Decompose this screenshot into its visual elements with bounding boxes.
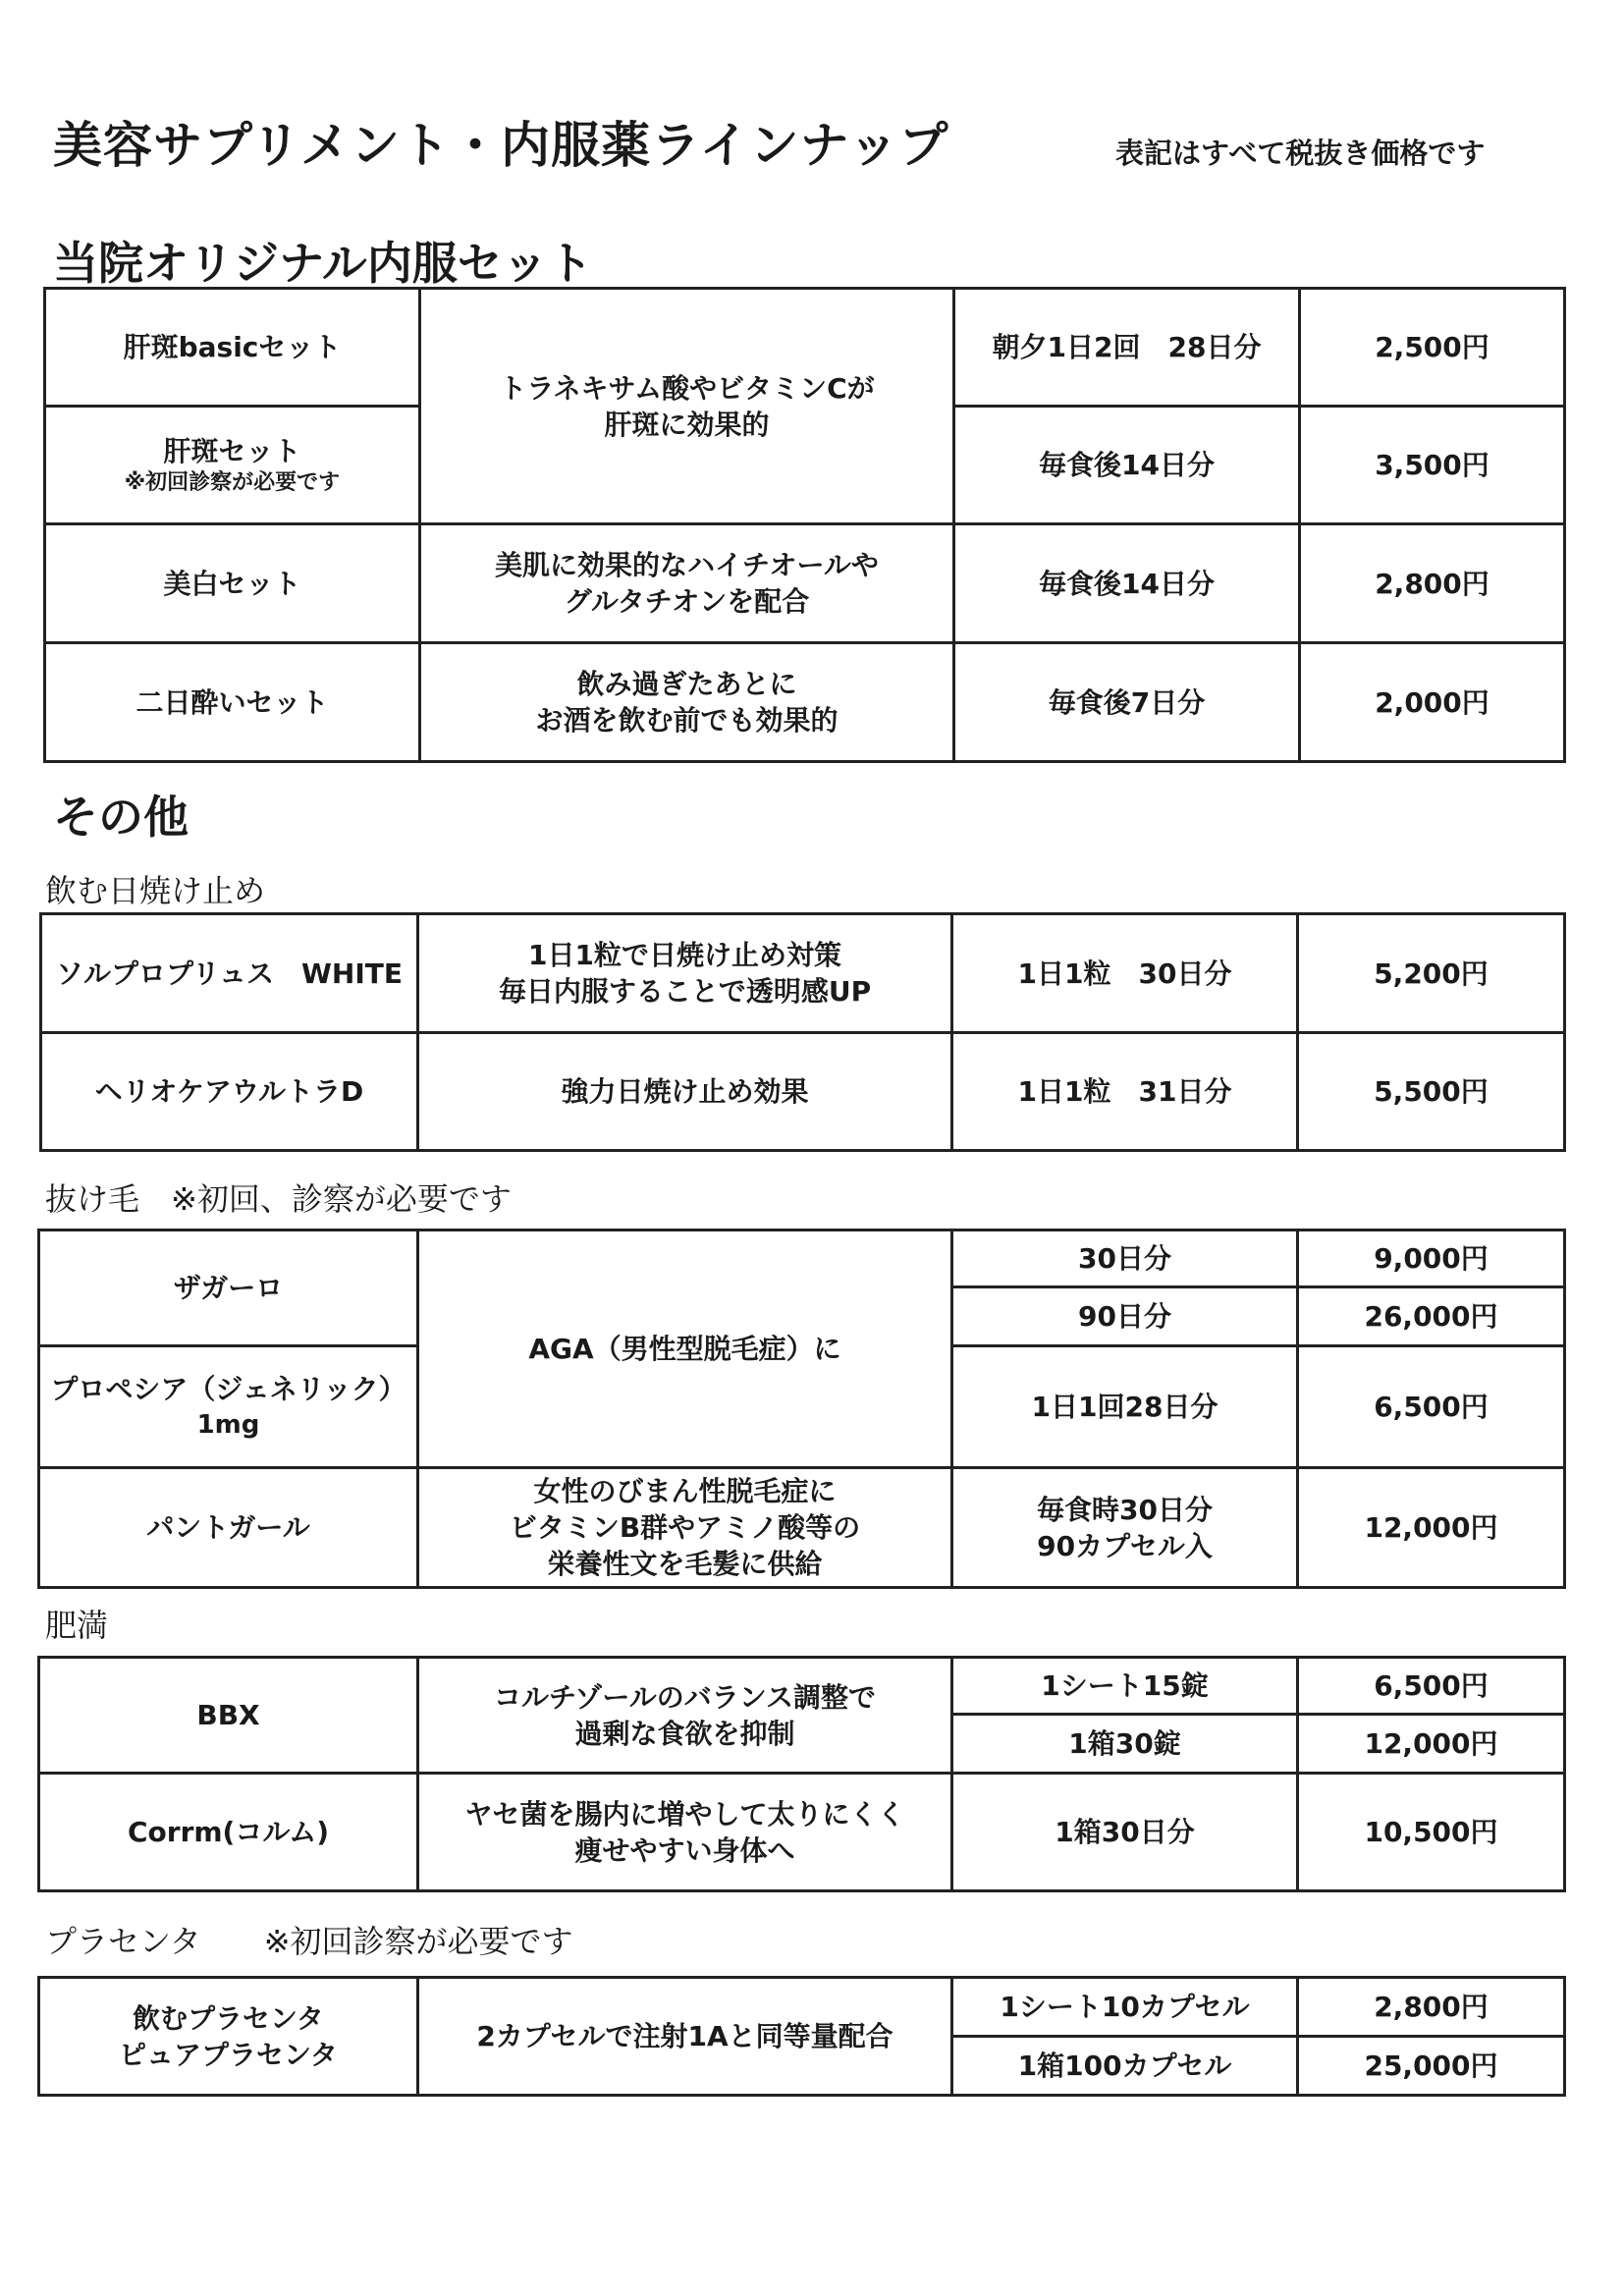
price: 2,800円 <box>1298 1978 1565 2037</box>
product-description <box>420 524 954 643</box>
product-name: ヘリオケアウルトラD <box>41 1033 418 1151</box>
product-name-text: 肝斑セット <box>163 435 301 467</box>
product-description <box>418 1658 952 1774</box>
table-row <box>41 914 1565 1033</box>
product-description: AGA（男性型脱毛症）に <box>418 1230 952 1468</box>
price: 5,500円 <box>1298 1033 1565 1151</box>
description-line: コルチゾールのバランス調整で <box>494 1680 876 1714</box>
product-name-text: ピュアプラセンタ <box>119 2038 338 2071</box>
dosage: 1シート10カプセル <box>952 1978 1298 2037</box>
description-line: 痩せやすい身体へ <box>574 1833 795 1867</box>
product-name-text: 飲むプラセンタ <box>133 2001 324 2035</box>
product-description: 強力日焼け止め効果 <box>418 1033 952 1151</box>
section-heading-other: その他 <box>53 791 189 844</box>
table-row <box>45 643 1565 762</box>
dosage: 30日分 <box>952 1230 1298 1287</box>
product-description <box>418 1774 952 1891</box>
product-description <box>420 289 954 524</box>
dosage <box>952 1468 1298 1588</box>
description-line: ヤセ菌を腸内に増やして太りにくく <box>464 1797 905 1831</box>
table-row <box>41 1033 1565 1151</box>
description-line: グルタチオンを配合 <box>564 585 810 618</box>
price: 2,500円 <box>1300 289 1565 407</box>
price: 6,500円 <box>1298 1346 1565 1468</box>
table-row <box>39 1774 1565 1891</box>
description-line: 飲み過ぎたあとに <box>576 668 797 700</box>
price: 12,000円 <box>1298 1468 1565 1588</box>
product-name <box>45 407 420 524</box>
product-name: ソルプロプリュス WHITE <box>41 914 418 1033</box>
price: 26,000円 <box>1298 1287 1565 1346</box>
table-row <box>39 1230 1565 1287</box>
product-name: 二日酔いセット <box>45 643 420 762</box>
price: 9,000円 <box>1298 1230 1565 1287</box>
product-name: 美白セット <box>45 524 420 643</box>
product-name: BBX <box>39 1658 418 1774</box>
dosage: 1箱100カプセル <box>952 2037 1298 2096</box>
price: 25,000円 <box>1298 2037 1565 2096</box>
description-line: 毎日内服することで透明感UP <box>498 975 872 1008</box>
table-row <box>39 1658 1565 1715</box>
dosage-line: 毎食時30日分 <box>1037 1493 1213 1526</box>
price: 3,500円 <box>1300 407 1565 524</box>
dosage: 1日1回28日分 <box>952 1346 1298 1468</box>
description-line: 女性のびまん性脱毛症に <box>533 1475 837 1507</box>
subsection-heading-sunscreen: 飲む日焼け止め <box>45 872 266 909</box>
subsection-heading-hair-loss: 抜け毛 ※初回、診察が必要です <box>45 1180 512 1218</box>
table-row <box>39 1978 1565 2037</box>
description-line: 美肌に効果的なハイチオールや <box>495 549 879 581</box>
description-line: トラネキサム酸やビタミンCが <box>499 371 875 405</box>
tax-note: 表記はすべて税抜き価格です <box>1115 137 1486 170</box>
price: 12,000円 <box>1298 1715 1565 1774</box>
price: 6,500円 <box>1298 1658 1565 1715</box>
description-line: 過剰な食欲を抑制 <box>574 1717 795 1750</box>
description-line: お酒を飲む前でも効果的 <box>535 704 839 737</box>
table-row <box>45 524 1565 643</box>
product-name-text: プロペシア（ジェネリック） <box>50 1372 406 1405</box>
product-description <box>420 643 954 762</box>
product-name <box>39 1978 418 2096</box>
table-sunscreen <box>39 912 1566 1152</box>
description-line: 栄養性文を毛髪に供給 <box>547 1548 823 1580</box>
price: 10,500円 <box>1298 1774 1565 1891</box>
subsection-heading-placenta: プラセンタ ※初回診察が必要です <box>45 1923 573 1960</box>
product-description: 2カプセルで注射1Aと同等量配合 <box>418 1978 952 2096</box>
dosage: 1日1粒 31日分 <box>952 1033 1298 1151</box>
product-name: パントガール <box>39 1468 418 1588</box>
page-title: 美容サプリメント・内服薬ラインナップ <box>53 117 949 174</box>
price: 2,800円 <box>1300 524 1565 643</box>
subsection-heading-obesity: 肥満 <box>45 1607 109 1644</box>
dosage: 朝夕1日2回 28日分 <box>954 289 1300 407</box>
section-heading-original: 当院オリジナル内服セット <box>53 237 593 290</box>
table-row <box>39 1468 1565 1588</box>
product-name-note: ※初回診察が必要です <box>124 470 341 495</box>
table-row <box>45 289 1565 407</box>
description-line: 1日1粒で日焼け止め対策 <box>528 939 841 971</box>
product-description <box>418 1468 952 1588</box>
product-name: 肝斑basicセット <box>45 289 420 407</box>
dosage: 毎食後14日分 <box>954 524 1300 643</box>
price: 5,200円 <box>1298 914 1565 1033</box>
table-hair-loss <box>37 1229 1566 1589</box>
dosage-line: 90カプセル入 <box>1037 1529 1213 1562</box>
description-line: ビタミンB群やアミノ酸等の <box>509 1511 861 1544</box>
dosage: 毎食後14日分 <box>954 407 1300 524</box>
table-obesity <box>37 1656 1566 1892</box>
dosage: 90日分 <box>952 1287 1298 1346</box>
price: 2,000円 <box>1300 643 1565 762</box>
dosage: 毎食後7日分 <box>954 643 1300 762</box>
product-name: Corrm(コルム) <box>39 1774 418 1891</box>
dosage: 1日1粒 30日分 <box>952 914 1298 1033</box>
product-name: ザガーロ <box>39 1230 418 1346</box>
table-original-sets <box>43 287 1566 763</box>
product-name-note: 1mg <box>196 1409 260 1440</box>
dosage: 1箱30錠 <box>952 1715 1298 1774</box>
dosage: 1シート15錠 <box>952 1658 1298 1715</box>
dosage: 1箱30日分 <box>952 1774 1298 1891</box>
product-name <box>39 1346 418 1468</box>
description-line: 肝斑に効果的 <box>604 408 770 441</box>
product-description <box>418 914 952 1033</box>
table-placenta <box>37 1976 1566 2097</box>
